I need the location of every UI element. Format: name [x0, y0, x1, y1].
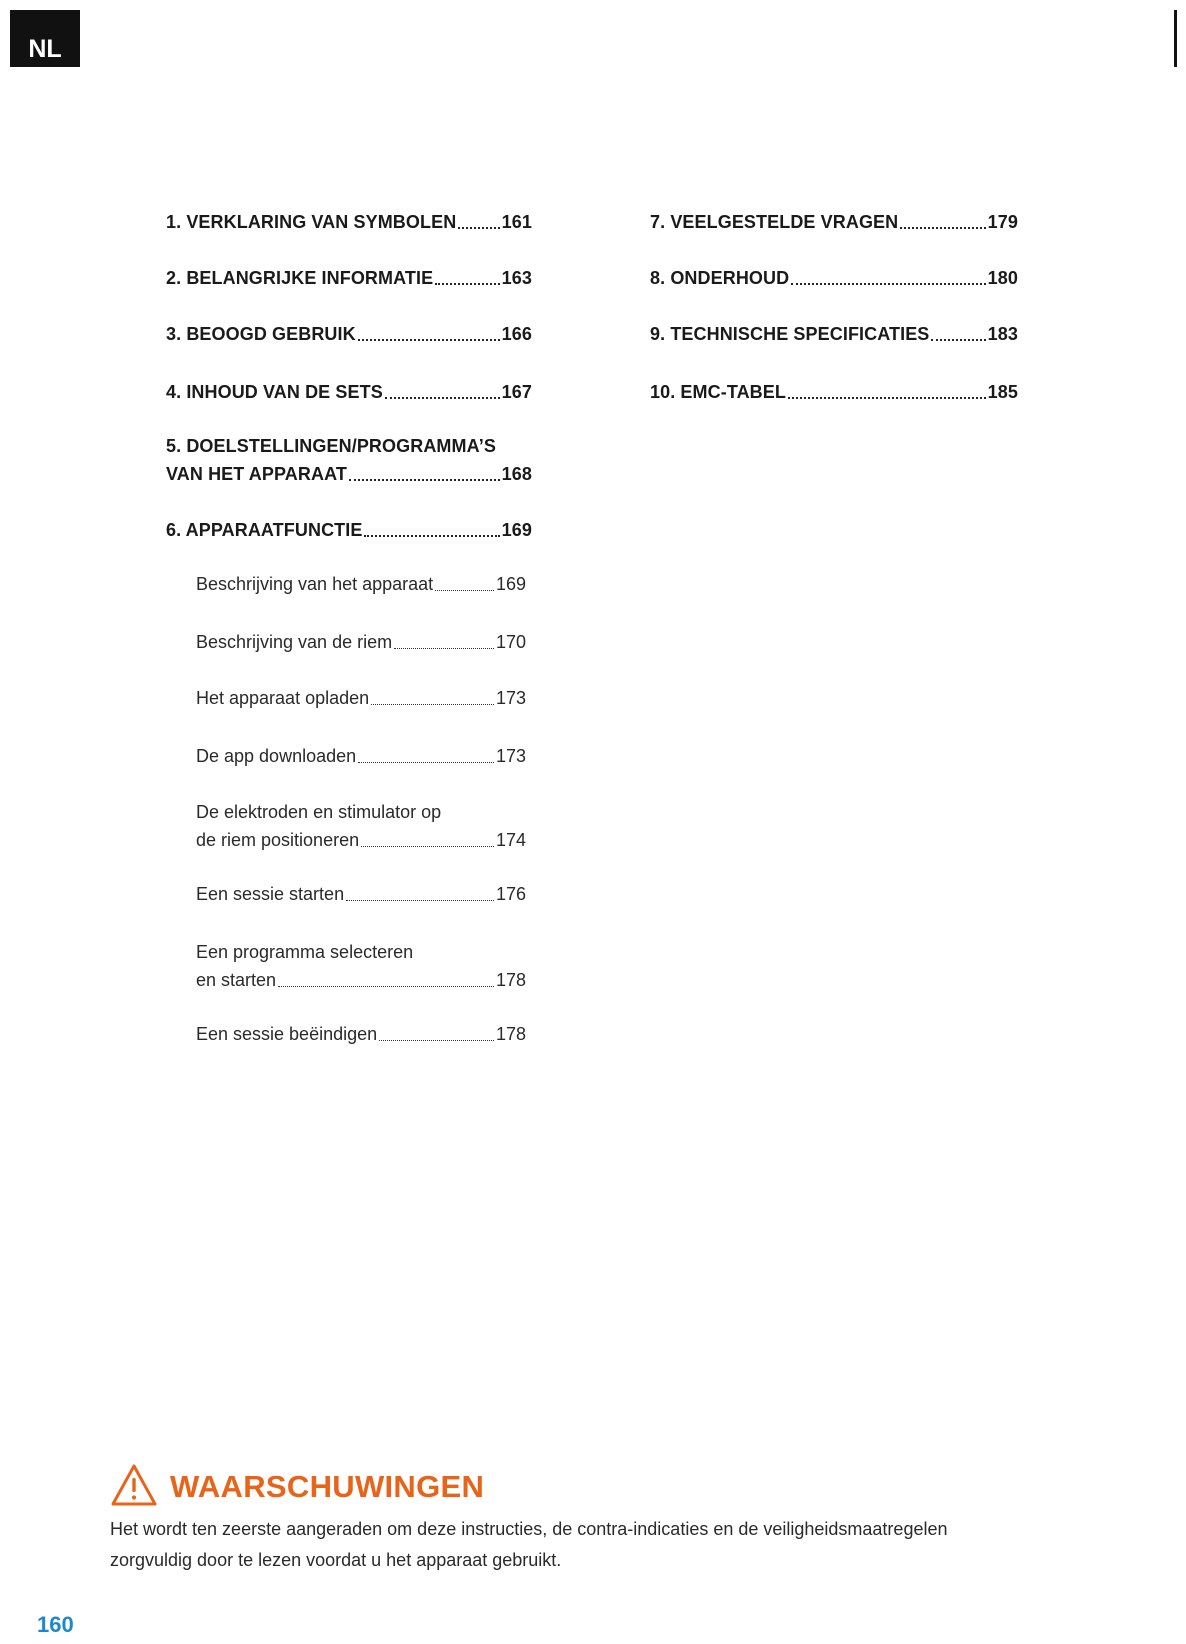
toc-section-entry	[166, 516, 532, 544]
toc-page-number: 173	[495, 688, 526, 708]
warning-section	[110, 1462, 1070, 1576]
toc-dot-leader	[385, 396, 500, 399]
toc-entry-title: Beschrijving van de riem	[196, 632, 393, 652]
toc-section-entry	[650, 378, 1018, 406]
toc-dot-leader	[361, 845, 494, 847]
toc-entry-line	[650, 320, 1018, 348]
toc-subsection-entry	[196, 628, 526, 656]
toc-dot-leader	[379, 1039, 494, 1041]
page-edge-marker	[1174, 10, 1177, 67]
toc-dot-leader	[458, 226, 499, 229]
toc-entry-line	[166, 460, 532, 488]
toc-entry-title: de riem positioneren	[196, 830, 360, 850]
toc-dot-leader	[435, 282, 499, 285]
toc-page-number: 179	[987, 212, 1018, 232]
toc-entry-line	[196, 798, 526, 826]
toc-entry-title: Het apparaat opladen	[196, 688, 370, 708]
toc-entry-title: 9. TECHNISCHE SPECIFICATIES	[650, 324, 930, 344]
toc-subsection-entry	[196, 938, 526, 994]
toc-entry-line	[166, 320, 532, 348]
toc-entry-title: Een sessie starten	[196, 884, 345, 904]
toc-entry-title: 5. DOELSTELLINGEN/PROGRAMMA’S	[166, 436, 496, 456]
toc-entry-title: 8. ONDERHOUD	[650, 268, 790, 288]
toc-entry-title: 7. VEELGESTELDE VRAGEN	[650, 212, 899, 232]
toc-section-entry	[166, 264, 532, 292]
toc-entry-line	[196, 938, 526, 966]
toc-page-number: 178	[495, 1024, 526, 1044]
toc-section-entry	[166, 378, 532, 406]
toc-section-entry	[650, 320, 1018, 348]
warning-title: WAARSCHUWINGEN	[170, 1469, 485, 1504]
toc-subsection-entry	[196, 798, 526, 854]
toc-dot-leader	[371, 703, 494, 705]
toc-entry-line	[650, 208, 1018, 236]
toc-page-number: 167	[501, 382, 532, 402]
toc-dot-leader	[788, 396, 986, 399]
toc-page-number: 168	[501, 464, 532, 484]
toc-entry-line	[196, 1020, 526, 1048]
toc-entry-title: en starten	[196, 970, 277, 990]
toc-entry-line	[166, 208, 532, 236]
toc-page-number: 176	[495, 884, 526, 904]
toc-entry-title: 3. BEOOGD GEBRUIK	[166, 324, 356, 344]
toc-entry-title: Beschrijving van het apparaat	[196, 574, 434, 594]
toc-entry-line	[196, 684, 526, 712]
toc-entry-title: VAN HET APPARAAT	[166, 464, 347, 484]
toc-entry-line	[166, 516, 532, 544]
page-number: 160	[37, 1612, 74, 1637]
toc-dot-leader	[435, 589, 494, 591]
toc-entry-title: De elektroden en stimulator op	[196, 802, 442, 822]
toc-dot-leader	[900, 226, 985, 229]
toc-page-number: 178	[495, 970, 526, 990]
toc-section-entry	[650, 264, 1018, 292]
toc-entry-line	[650, 264, 1018, 292]
warning-header	[110, 1462, 1070, 1512]
toc-dot-leader	[364, 534, 499, 537]
toc-page-number: 163	[501, 268, 532, 288]
toc-entry-line	[196, 742, 526, 770]
toc-entry-line	[166, 378, 532, 406]
toc-section-entry	[166, 432, 532, 488]
toc-entry-line	[166, 432, 532, 460]
toc-section-entry	[166, 208, 532, 236]
toc-dot-leader	[346, 899, 494, 901]
warning-triangle-icon	[110, 1463, 158, 1512]
toc-dot-leader	[931, 338, 985, 341]
warning-text: Het wordt ten zeerste aangeraden om deze instructies, de contra-indicaties en de veiligheidsmaatregelen zorgvuldig door te lezen voordat u het apparaat gebruikt.	[110, 1519, 948, 1570]
toc-entry-line	[650, 378, 1018, 406]
toc-dot-leader	[394, 647, 494, 649]
toc-subsection-entry	[196, 684, 526, 712]
toc-entry-line	[166, 264, 532, 292]
toc-subsection-entry	[196, 880, 526, 908]
toc-page-number: 174	[495, 830, 526, 850]
toc-entry-line	[196, 826, 526, 854]
toc-subsection-entry	[196, 1020, 526, 1048]
toc-page-number: 169	[495, 574, 526, 594]
toc-entry-title: 2. BELANGRIJKE INFORMATIE	[166, 268, 434, 288]
toc-page-number: 166	[501, 324, 532, 344]
toc-dot-leader	[278, 985, 494, 987]
toc-dot-leader	[358, 761, 494, 763]
toc-section-entry	[166, 320, 532, 348]
toc-entry-title: 10. EMC-TABEL	[650, 382, 786, 402]
toc-entry-title: Een sessie beëindigen	[196, 1024, 378, 1044]
toc-entry-line	[196, 628, 526, 656]
language-tab	[10, 10, 80, 67]
toc-entry-title: 1. VERKLARING VAN SYMBOLEN	[166, 212, 457, 232]
toc-dot-leader	[349, 478, 500, 481]
toc-page-number: 180	[987, 268, 1018, 288]
toc-section-entry	[650, 208, 1018, 236]
toc-page-number: 185	[987, 382, 1018, 402]
toc-entry-title: 4. INHOUD VAN DE SETS	[166, 382, 383, 402]
toc-dot-leader	[791, 282, 985, 285]
toc-page-number: 183	[987, 324, 1018, 344]
toc-page-number: 169	[501, 520, 532, 540]
toc-dot-leader	[358, 338, 500, 341]
toc-entry-line	[196, 570, 526, 598]
toc-page-number: 161	[501, 212, 532, 232]
toc-subsection-entry	[196, 570, 526, 598]
toc-entry-line	[196, 880, 526, 908]
toc-entry-title: Een programma selecteren	[196, 942, 414, 962]
toc-entry-title: De app downloaden	[196, 746, 357, 766]
toc-entry-title: 6. APPARAATFUNCTIE	[166, 520, 363, 540]
toc-page-number: 170	[495, 632, 526, 652]
toc-entry-line	[196, 966, 526, 994]
toc-page-number: 173	[495, 746, 526, 766]
toc-subsection-entry	[196, 742, 526, 770]
language-label: NL	[28, 35, 62, 63]
